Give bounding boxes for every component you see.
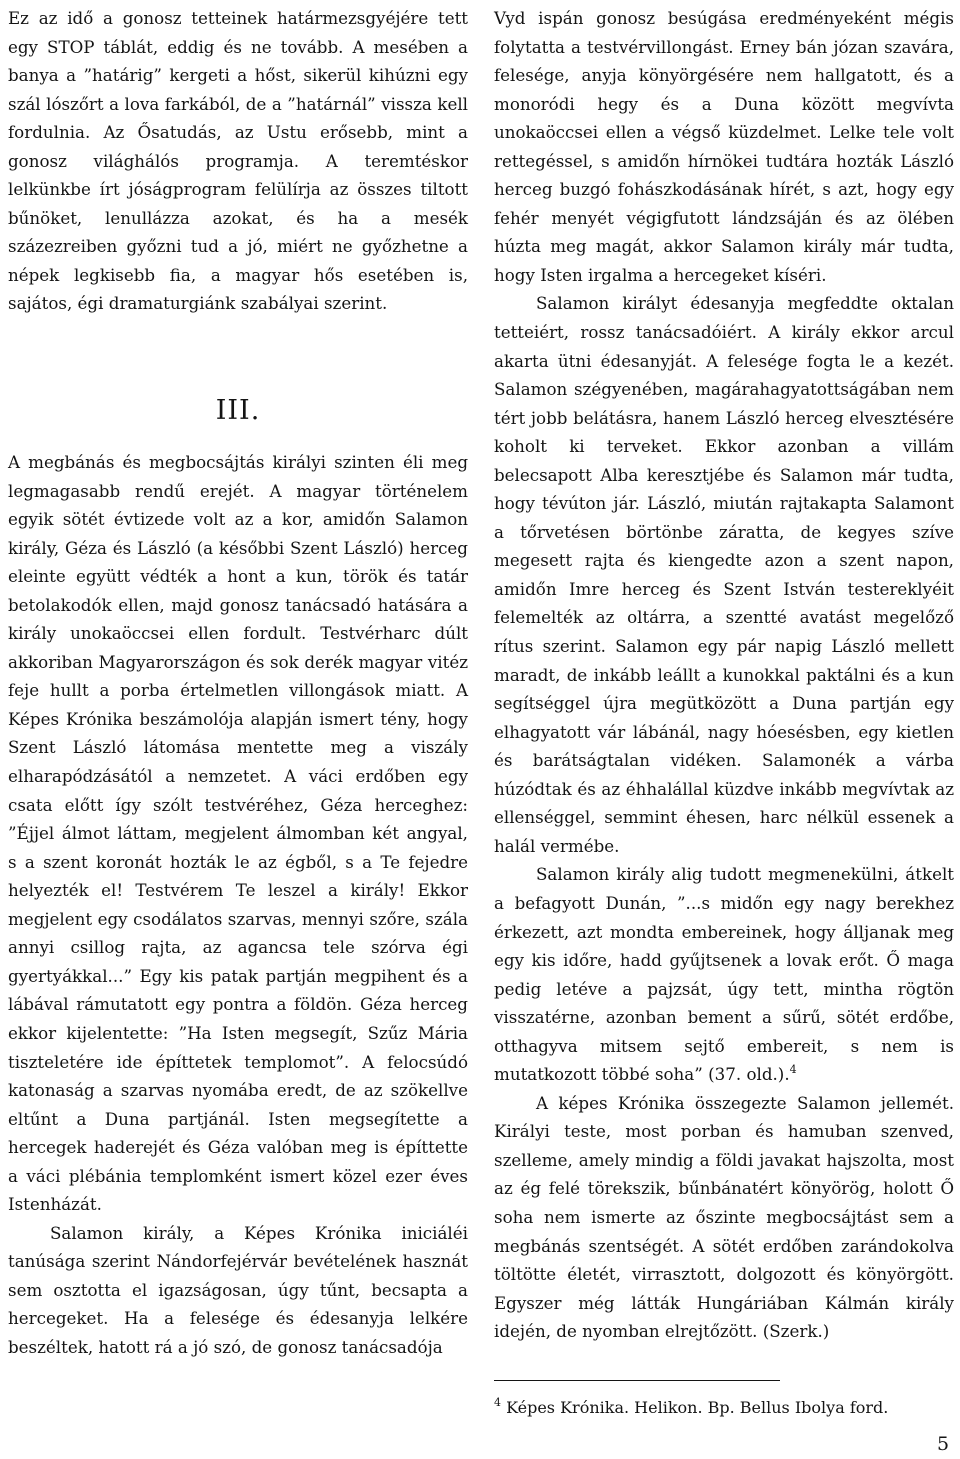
left-column	[8, 4, 468, 1362]
footnote	[494, 1397, 954, 1419]
paragraph-right-2: Salamon királyt édesanyja megfeddte oktalan tetteiért, rossz tanácsadóiért. A király ekkor arcul akarta ütni édesanyját. A felesége fogta le a kezét. Salamon szégyenében, magárahagyatottságában nem tért jobb belátásra, hanem László herceg elvesztésére koholt ki terveket. Ekkor azonban a villám belecsapott Alba keresztjébe és Salamon már tudta, hogy tévúton jár. László, miután rajtakapta Salamont a tőrvetésen börtönbe záratta, de kegyes szíve megesett rajta és kiengedte azon a szent napon, amidőn Imre herceg és Szent István testereklyéit felemelték az oltárra, a szentté avatást megelőző rítus szerint. Salamon egy pár napig László mellett maradt, de inkább leállt a kunokkal paktálni és a kun segítséggel újra megütközött a Duna partján egy elhagyatott vár lábánál, nagy hóesésben, egy kietlen és barátságtalan vidéken. Salamonék a várba húzódtak és az éhhalállal küzdve inkább megvívtak az ellenséggel, semmint éhesen, harc nélkül essenek a halál vermébe.	[494, 293, 954, 856]
paragraph-right-1: Vyd ispán gonosz besúgása eredményeként mégis folytatta a testvérvillongást. Erney bán józan szavára, felesége, anyja könyörgésére nem hallgatott, és a monoródi hegy és a Duna között megvívta unokaöccsei ellen a végső küzdelmet. Lelke tele volt rettegéssel, s amidőn hírnökei tudtára hozták László herceg buzgó fohászkodásának hírét, s azt, hogy egy fehér menyét végigfutott lándzsáján és az ölében húzta meg magát, akkor Salamon király már tudta, hogy Isten irgalma a hercegeket kíséri.	[494, 8, 954, 285]
paragraph-right-3	[494, 860, 954, 1088]
paragraph-right-4: A képes Krónika összegezte Salamon jellemét. Királyi teste, most porban és hamuban szenved, szelleme, amely mindig a földi javakat hajszolta, most az ég felé törekszik, bűnbánatért könyörög, holott Ő soha nem ismerte az őszinte megbocsájtást sem a megbánás szentségét. A sötét erdőben zarándokolva töltötte életét, virrasztott, dolgozott és könyörgött. Egyszer még látták Hungáriában Kálmán király idején, de nyomban elrejtőzött. (Szerk.)	[494, 1092, 954, 1342]
footnote-rule	[494, 1380, 780, 1381]
right-column	[494, 4, 954, 1419]
paragraph-left-2: A megbánás és megbocsájtás királyi szinten éli meg legmagasabb rendű erejét. A magyar történelem egyik sötét évtizede volt az a kor, amidőn Salamon király, Géza és László (a későbbi Szent László) herceg eleinte együtt védték a hont a kun, török és tatár betolakodók ellen, majd gonosz tanácsadó hatására a király unokaöccsei ellen fordult. Testvérharc dúlt akkoriban Magyarországon és sok derék magyar vitéz feje hullt a porba értelmetlen villongások miatt. A Képes Krónika beszámolója alapján ismert tény, hogy Szent László látomása mentette meg a viszály elharapódzásától a nemzetet. A váci erdőben egy csata előtt így szólt testvéréhez, Géza herceghez: ”Éjjel álmot láttam, megjelent álmomban két angyal, s a szent koronát hozták le az égből, s a Te fejedre helyezték el! Testvérem Te leszel a király! Ekkor megjelent egy csodálatos szarvas, mennyi szőre, szála annyi csillog rajta, az agancsa tele szórva égi gyertyákkal...” Egy kis patak partján megpihent és a lábával rámutatott egy pontra a földön. Géza herceg ekkor kijelentette: ”Ha Isten megsegít, Szűz Mária tiszteletére ide építtetek templomot”. A felocsúdó katonaság a szarvas nyomába eredt, de az szökellve eltűnt a Duna partjánál. Isten megsegítette a hercegek haderejét és Géza valóban meg is építtette a váci plébánia templomként ismert közel ezer éves Istenházát.	[8, 452, 468, 1215]
footnote-mark: 4	[494, 1395, 501, 1409]
paragraph-left-3: Salamon király, a Képes Krónika iniciáléi tanúsága szerint Nándorfejérvár bevételének hasznát sem osztotta el igazságosan, úgy tűnt, becsapta a hercegeket. Ha a felesége és édesanyja lelkére beszéltek, hatott rá a jó szó, de gonosz tanácsadója	[8, 1222, 468, 1357]
page-number: 5	[937, 1433, 950, 1455]
footnote-reference: 4	[789, 1063, 797, 1077]
footnote-text: Képes Krónika. Helikon. Bp. Bellus Ibolya ford.	[506, 1397, 889, 1417]
section-heading: III.	[215, 395, 261, 427]
paragraph-right-3-text: Salamon király alig tudott megmenekülni, átkelt a befagyott Dunán, ”...s midőn egy nagy berekhez érkezett, azt mondta embereinek, hogy álljanak meg egy kis időre, hadd gyűjtsenek a lovak erőt. Ő maga pedig letéve a pajzsát, úgy tett, mintha rögtön visszatérne, azonban bement a sűrű, sötét erdőbe, otthagyva mitsem sejtő embereit, s nem is mutatkozott többé soha” (37. old.).	[494, 864, 954, 1085]
paragraph-left-1: Ez az idő a gonosz tetteinek határmezsgyéjére tett egy STOP táblát, eddig és ne tovább. A mesében a banya a ”határig” kergeti a hőst, sikerül kihúzni egy szál lószőrt a lova farkából, de a ”határnál” vissza kell fordulnia. Az Ősatudás, az Ustu erősebb, mint a gonosz világhálós programja. A teremtéskor lelkünkbe írt jóságprogram felülírja az összes tiltott bűnöket, lenullázza azokat, és ha a mesék százezreiben győzni tud a jó, miért ne győzhetne a népek legkisebb fia, a magyar hős esetében is, sajátos, égi dramaturgiánk szabályai szerint.	[8, 8, 468, 314]
